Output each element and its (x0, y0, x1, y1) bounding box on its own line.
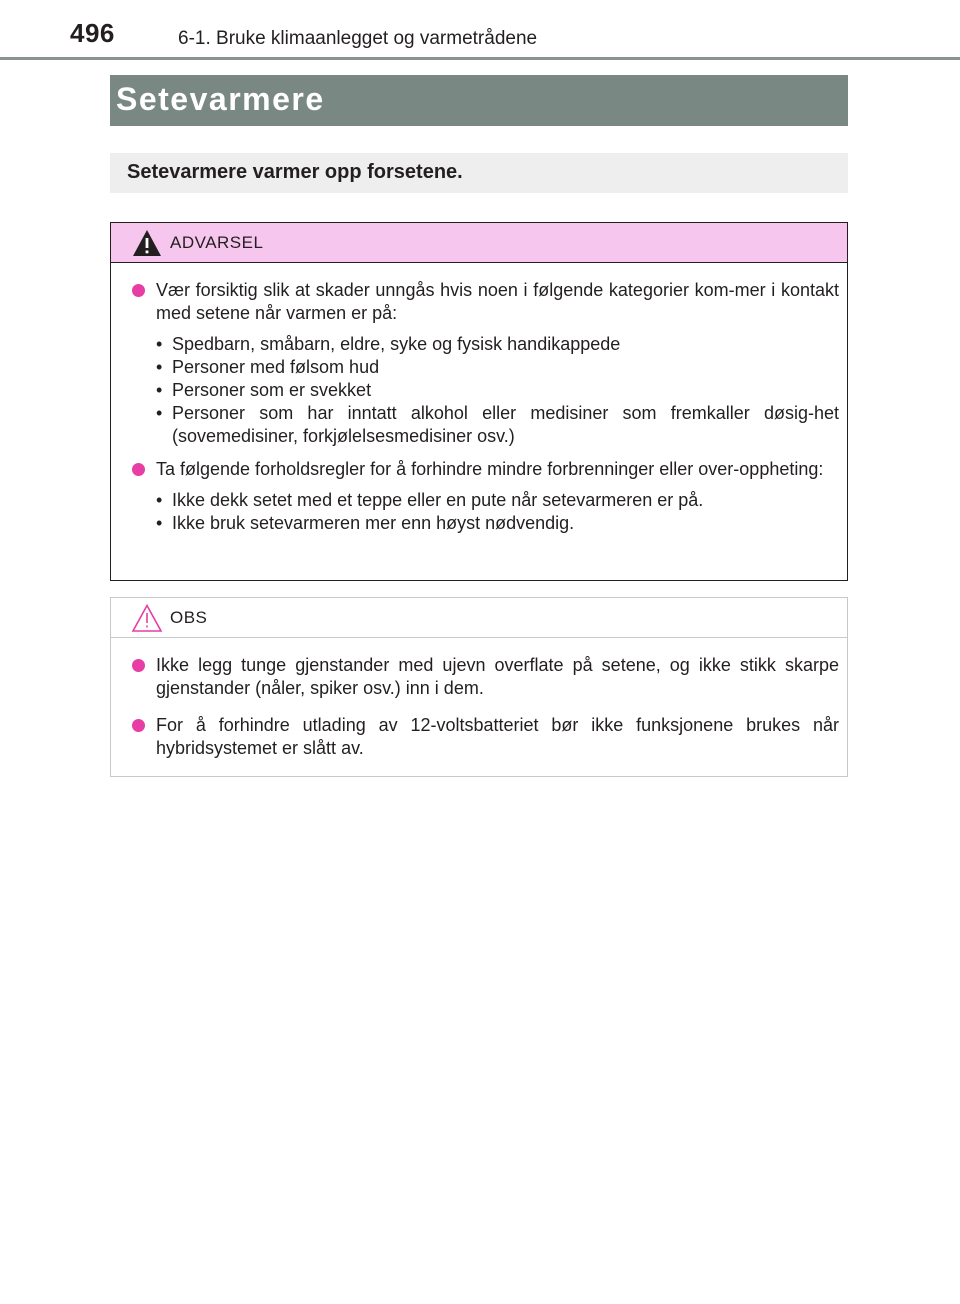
warning-subitem: • Spedbarn, småbarn, eldre, syke og fysisk handikappede (156, 334, 621, 354)
warning-subitem: • Ikke bruk setevarmeren mer enn høyst nødvendig. (156, 513, 575, 533)
notice-label: OBS (170, 608, 208, 627)
notice-item (131, 654, 839, 700)
bullet-dot (132, 284, 145, 297)
warning-triangle-icon (131, 228, 163, 258)
warning-subitem-text: Personer som har inntatt alkohol eller medisiner som fremkaller døsig-het (sovemedisiner, forkjølelsesmedisiner osv.) (172, 403, 839, 446)
caution-triangle-icon (131, 603, 163, 633)
warning-subitem: • Personer som er svekket (156, 380, 372, 400)
warning-sublist (156, 489, 839, 535)
section-title: Setevarmere (116, 81, 325, 117)
chapter-title: 6-1. Bruke klimaanlegget og varmetrådene (178, 28, 538, 49)
warning-sublist (156, 333, 839, 448)
bullet-dot (132, 463, 145, 476)
warning-item-text: Vær forsiktig slik at skader unngås hvis noen i følgende kategorier kom-mer i kontakt med setene når varmen er på: (156, 280, 839, 323)
warning-subitem: • Personer som har inntatt alkohol eller medisiner som fremkaller døsig-het (sovemedisiner, forkjølelsesmedisiner osv.) (156, 403, 839, 446)
warning-subitem: • Ikke dekk setet med et teppe eller en pute når setevarmeren er på. (156, 490, 704, 510)
warning-subitem-text: Ikke bruk setevarmeren mer enn høyst nødvendig. (172, 513, 575, 533)
notice-box (110, 597, 848, 777)
warning-subitem-text: Personer som er svekket (172, 380, 372, 400)
notice-item-text: For å forhindre utlading av 12-voltsbatteriet bør ikke funksjonene brukes når hybridsystemet er slått av. (156, 715, 839, 758)
warning-header (111, 223, 847, 263)
warning-item-text: Ta følgende forholdsregler for å forhindre mindre forbrenninger eller over-oppheting: (156, 459, 824, 479)
notice-header (111, 598, 847, 638)
page-number: 496 (70, 18, 115, 48)
warning-body (111, 263, 847, 535)
warning-subitem-text: Spedbarn, småbarn, eldre, syke og fysisk handikappede (172, 334, 621, 354)
section-title-band (110, 75, 848, 126)
header-rule (0, 57, 960, 60)
warning-subitem-text: Personer med følsom hud (172, 357, 380, 377)
intro-text: Setevarmere varmer opp forsetene. (127, 161, 463, 183)
warning-subitem: • Personer med følsom hud (156, 357, 380, 377)
bullet-dot (132, 659, 145, 672)
warning-box (110, 222, 848, 581)
notice-item (131, 714, 839, 760)
warning-subitem-text: Ikke dekk setet med et teppe eller en pute når setevarmeren er på. (172, 490, 704, 510)
warning-label: ADVARSEL (170, 233, 264, 252)
notice-body (111, 638, 847, 760)
warning-item (131, 279, 839, 325)
intro-box (110, 153, 848, 193)
notice-item-text: Ikke legg tunge gjenstander med ujevn overflate på setene, og ikke stikk skarpe gjenstander (nåler, spiker osv.) inn i dem. (156, 655, 839, 698)
bullet-dot (132, 719, 145, 732)
warning-item (131, 458, 839, 481)
